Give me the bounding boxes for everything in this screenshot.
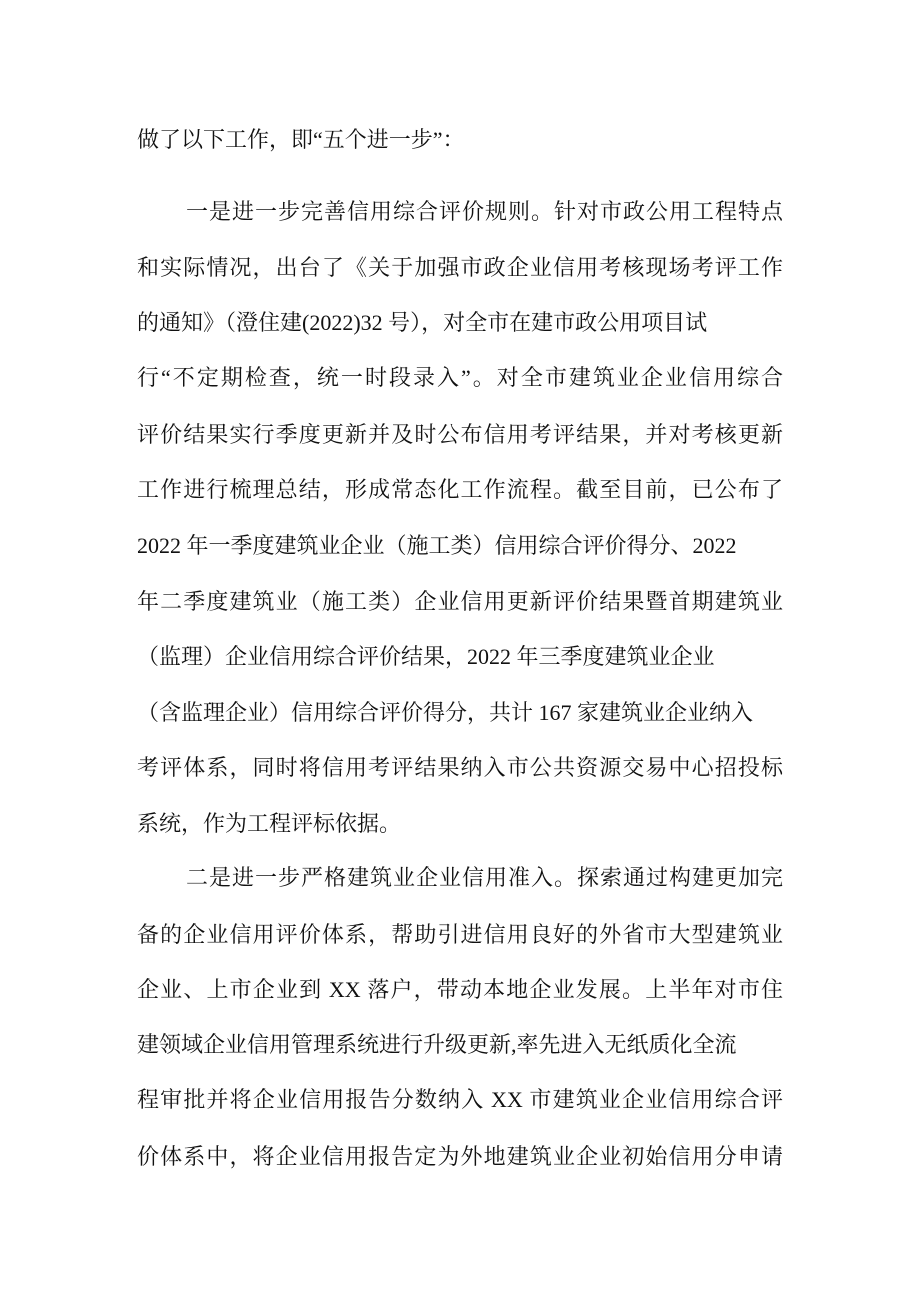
text-line: 建领域企业信用管理系统进行升级更新,率先进入无纸质化全流 xyxy=(137,1032,737,1057)
text-line: 一是进一步完善信用综合评价规则。针对市政公用工程特点 xyxy=(186,199,783,224)
text-line: 和实际情况，出台了《关于加强市政企业信用考核现场考评工作 xyxy=(137,255,783,280)
text-line: 的通知》（澄住建(2022)32 号），对全市在建市政公用项目试 xyxy=(137,310,708,335)
text-line: 价体系中，将企业信用报告定为外地建筑业企业初始信用分申请 xyxy=(137,1144,783,1169)
text-line: 行“不定期检查，统一时段录入”。对全市建筑业企业信用综合 xyxy=(137,365,783,390)
text-line: 二是进一步严格建筑业企业信用准入。探索通过构建更加完 xyxy=(186,865,783,890)
text-line: 系统，作为工程评标依据。 xyxy=(137,811,402,836)
text-line: 评价结果实行季度更新并及时公布信用考评结果，并对考核更新 xyxy=(137,422,783,447)
text-line: 2022 年一季度建筑业企业（施工类）信用综合评价得分、2022 xyxy=(137,533,737,558)
text-line: 工作进行梳理总结，形成常态化工作流程。截至目前，已公布了 xyxy=(137,477,783,502)
text-line: 考评体系，同时将信用考评结果纳入市公共资源交易中心招投标 xyxy=(137,755,783,780)
text-line: 企业、上市企业到 XX 落户，带动本地企业发展。上半年对市住 xyxy=(137,977,783,1002)
text-line: （含监理企业）信用综合评价得分，共计 167 家建筑业企业纳入 xyxy=(137,700,754,725)
text-line: （监理）企业信用综合评价结果，2022 年三季度建筑业企业 xyxy=(137,644,715,669)
text-line: 备的企业信用评价体系，帮助引进信用良好的外省市大型建筑业 xyxy=(137,922,783,947)
text-line: 年二季度建筑业（施工类）企业信用更新评价结果暨首期建筑业 xyxy=(137,589,783,614)
text-line: 程审批并将企业信用报告分数纳入 XX 市建筑业企业信用综合评 xyxy=(137,1087,783,1112)
intro-line: 做了以下工作，即“五个进一步”： xyxy=(137,127,465,152)
